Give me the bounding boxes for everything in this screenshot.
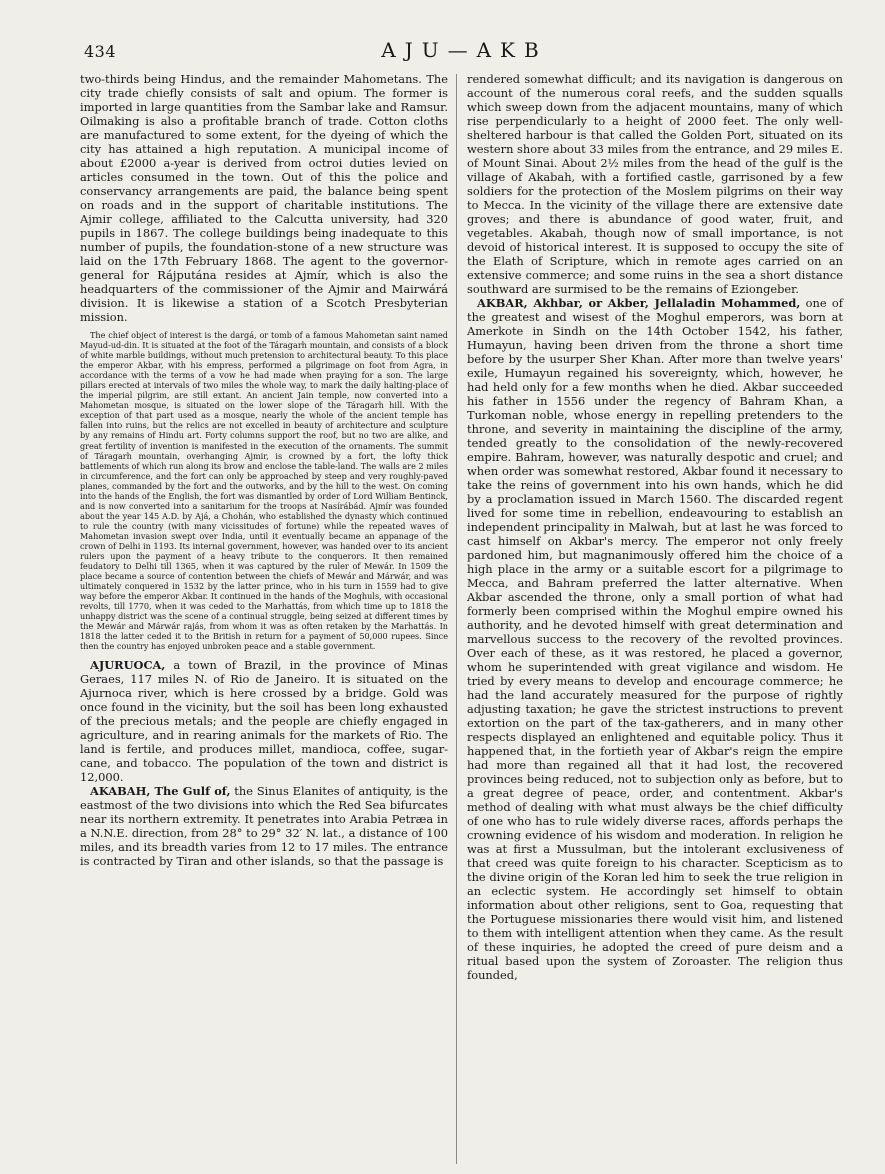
akabah-continuation: rendered somewhat difficult; and its navigation is dangerous on account of the numerous coral reefs, and the sudden squalls which sweep down from the adjacent mountains, many of which rise perpendicularly to a height of 2000 feet. The only well-sheltered harbour is that called the Golden Port, situated on its western shore about 33 miles from the entrance, and 29 miles E. of Mount Sinai. About 2½ miles from the head of the gulf is the village of Akabah, with a fortified castle, garrisoned by a few soldiers for the protection of the Moslem pilgrims on their way to Mecca. In the vicinity of the village there are extensive date groves; and there is abundance of good water, fruit, and vegetables. Akabah, though now of small importance, is not devoid of historical interest. It is supposed to occupy the site of the Elath of Scripture, which in remote ages carried on an extensive commerce; and some ruins in the sea a short distance southward are surmised to be the remains of Eziongeber.	[467, 72, 843, 296]
akabah-headword: AKABAH, The Gulf of,	[90, 783, 231, 798]
right-column	[467, 72, 843, 982]
ajuruoca-headword: AJURUOCA,	[90, 657, 166, 672]
column-divider	[456, 74, 457, 1164]
running-head: AJU—AKB	[381, 38, 548, 62]
akbar-entry	[467, 296, 843, 982]
page-number: 434	[84, 42, 117, 61]
page-header	[84, 38, 845, 68]
akabah-text: the Sinus Elanites of antiquity, is the eastmost of the two divisions into which the Red Sea bifurcates near its northern extremity. It penetrates into Arabia Petræa in a N.N.E. direction, from 28° to 29° 32′ N. lat., a distance of 100 miles, and its breadth varies from 12 to 17 miles. The entrance is contracted by Tiran and other islands, so that the passage is	[80, 783, 448, 868]
ajmir-article-end: two-thirds being Hindus, and the remainder Mahometans. The city trade chiefly consists of salt and opium. The former is imported in large quantities from the Sambar lake and Ramsur. Oilmaking is also a profitable branch of trade. Cotton cloths are manufactured to some extent, for the dyeing of which the city has attained a high reputation. A municipal income of about £2000 a-year is derived from octroi duties levied on articles consumed in the town. Out of this the police and conservancy arrangements are paid, the balance being spent on roads and in the support of charitable institutions. The Ajmir college, affiliated to the Calcutta university, had 320 pupils in 1867. The college buildings being inadequate to this number of pupils, the foundation-stone of a new structure was laid on the 17th February 1868. The agent to the governor-general for Rájputána resides at Ajmír, which is also the headquarters of the commissioner of the Ajmir and Mairwárá division. It is likewise a station of a Scotch Presbyterian mission.	[80, 72, 448, 324]
ajuruoca-text: a town of Brazil, in the province of Minas Geraes, 117 miles N. of Rio de Janeiro. It is situated on the Ajurnoca river, which is here crossed by a bridge. Gold was once found in the vicinity, but the soil has been long exhausted of the precious metals; and the people are chiefly engaged in agriculture, and in rearing animals for the markets of Rio. The land is fertile, and produces millet, mandioca, coffee, sugar-cane, and tobacco. The population of the town and district is 12,000.	[80, 657, 448, 784]
ajuruoca-entry	[80, 658, 448, 784]
akbar-text: one of the greatest and wisest of the Moghul emperors, was born at Amerkote in Sindh on the 14th October 1542, his father, Humayun, having been driven from the throne a short time before by the usurper Sher Khan. After more than twelve years' exile, Humayun regained his sovereignty, which, however, he had held only for a few months when he died. Akbar succeeded his father in 1556 under the regency of Bahram Khan, a Turkoman noble, whose energy in repelling pretenders to the throne, and severity in maintaining the discipline of the army, tended greatly to the consolidation of the newly-recovered empire. Bahram, however, was naturally despotic and cruel; and when order was somewhat restored, Akbar found it necessary to take the reins of government into his own hands, which he did by a proclamation issued in March 1560. The discarded regent lived for some time in rebellion, endeavouring to establish an independent principality in Malwah, but at last he was forced to cast himself on Akbar's mercy. The emperor not only freely pardoned him, but magnanimously offered him the choice of a high place in the army or a suitable escort for a pilgrimage to Mecca, and Bahram preferred the latter alternative. When Akbar ascended the throne, only a small portion of what had formerly been comprised within the Moghul empire owned his authority, and he devoted himself with great determination and marvellous success to the recovery of the revolted provinces. Over each of these, as it was restored, he placed a governor, whom he superintended with great vigilance and wisdom. He tried by every means to develop and encourage commerce; he had the land accurately measured for the purpose of rightly adjusting taxation; he gave the strictest instructions to prevent extortion on the part of the tax-gatherers, and in many other respects displayed an enlightened and equitable policy. Thus it happened that, in the fortieth year of Akbar's reign the empire had more than regained all that it had lost, the recovered provinces being reduced, not to subjection only as before, but to a great degree of peace, order, and contentment. Akbar's method of dealing with what must always be the chief difficulty of one who has to rule widely diverse races, affords perhaps the crowning evidence of his wisdom and moderation. In religion he was at first a Mussulman, but the intolerant exclusiveness of that creed was quite foreign to his character. Scepticism as to the divine origin of the Koran led him to seek the true religion in an eclectic system. He accordingly set himself to obtain information about other religions, sent to Goa, requesting that the Portuguese missionaries there would visit him, and listened to them with intelligent attention when they came. As the result of these inquiries, he adopted the creed of pure deism and a ritual based upon the system of Zoroaster. The religion thus founded,	[467, 296, 843, 982]
ajmir-note: The chief object of interest is the dargá, or tomb of a famous Mahometan saint named Mayud-ud-din. It is situated at the foot of the Táragarh mountain, and consists of a block of white marble buildings, without much pretension to architectural beauty. To this place the emperor Akbar, with his empress, performed a pilgrimage on foot from Agra, in accordance with the terms of a vow he had made when praying for a son. The large pillars erected at intervals of two miles the whole way, to mark the daily halting-place of the imperial pilgrim, are still extant. An ancient Jain temple, now converted into a Mahometan mosque, is situated on the lower slope of the Táragarh hill. With the exception of that part used as a mosque, nearly the whole of the ancient temple has fallen into ruins, but the relics are not excelled in beauty of architecture and sculpture by any remains of Hindu art. Forty columns support the roof, but no two are alike, and great fertility of invention is manifested in the execution of the ornaments. The summit of Táragarh mountain, overhanging Ajmir, is crowned by a fort, the lofty thick battlements of which run along its brow and enclose the table-land. The walls are 2 miles in circumference, and the fort can only be approached by steep and very roughly-paved planes, commanded by the fort and the outworks, and by the hill to the west. On coming into the hands of the English, the fort was dismantled by order of Lord William Bentinck, and is now converted into a sanitarium for the troops at Nasírábád. Ajmír was founded about the year 145 A.D. by Ajá, a Chohán, who established the dynasty which continued to rule the country (with many vicissitudes of fortune) while the repeated waves of Mahometan invasion swept over India, until it eventually became an appanage of the crown of Delhi in 1193. Its internal government, however, was handed over to its ancient rulers upon the payment of a heavy tribute to the conquerors. It then remained feudatory to Delhi till 1365, when it was captured by the ruler of Mewár. In 1509 the place became a source of contention between the chiefs of Mewár and Márwár, and was ultimately conquered in 1532 by the latter prince, who in his turn in 1559 had to give way before the emperor Akbar. It continued in the hands of the Moghuls, with occasional revolts, till 1770, when it was ceded to the Marhattás, from which time up to 1818 the unhappy district was the scene of a continual struggle, being seized at different times by the Mewár and Márwár rajás, from whom it was as often retaken by the Marhattás. In 1818 the latter ceded it to the British in return for a payment of 50,000 rupees. Since then the country has enjoyed unbroken peace and a stable government.	[80, 330, 448, 652]
akabah-entry	[80, 784, 448, 868]
left-column	[80, 72, 448, 868]
akbar-headword: AKBAR, Akhbar, or Akber, Jellaladin Mohammed,	[477, 296, 801, 310]
